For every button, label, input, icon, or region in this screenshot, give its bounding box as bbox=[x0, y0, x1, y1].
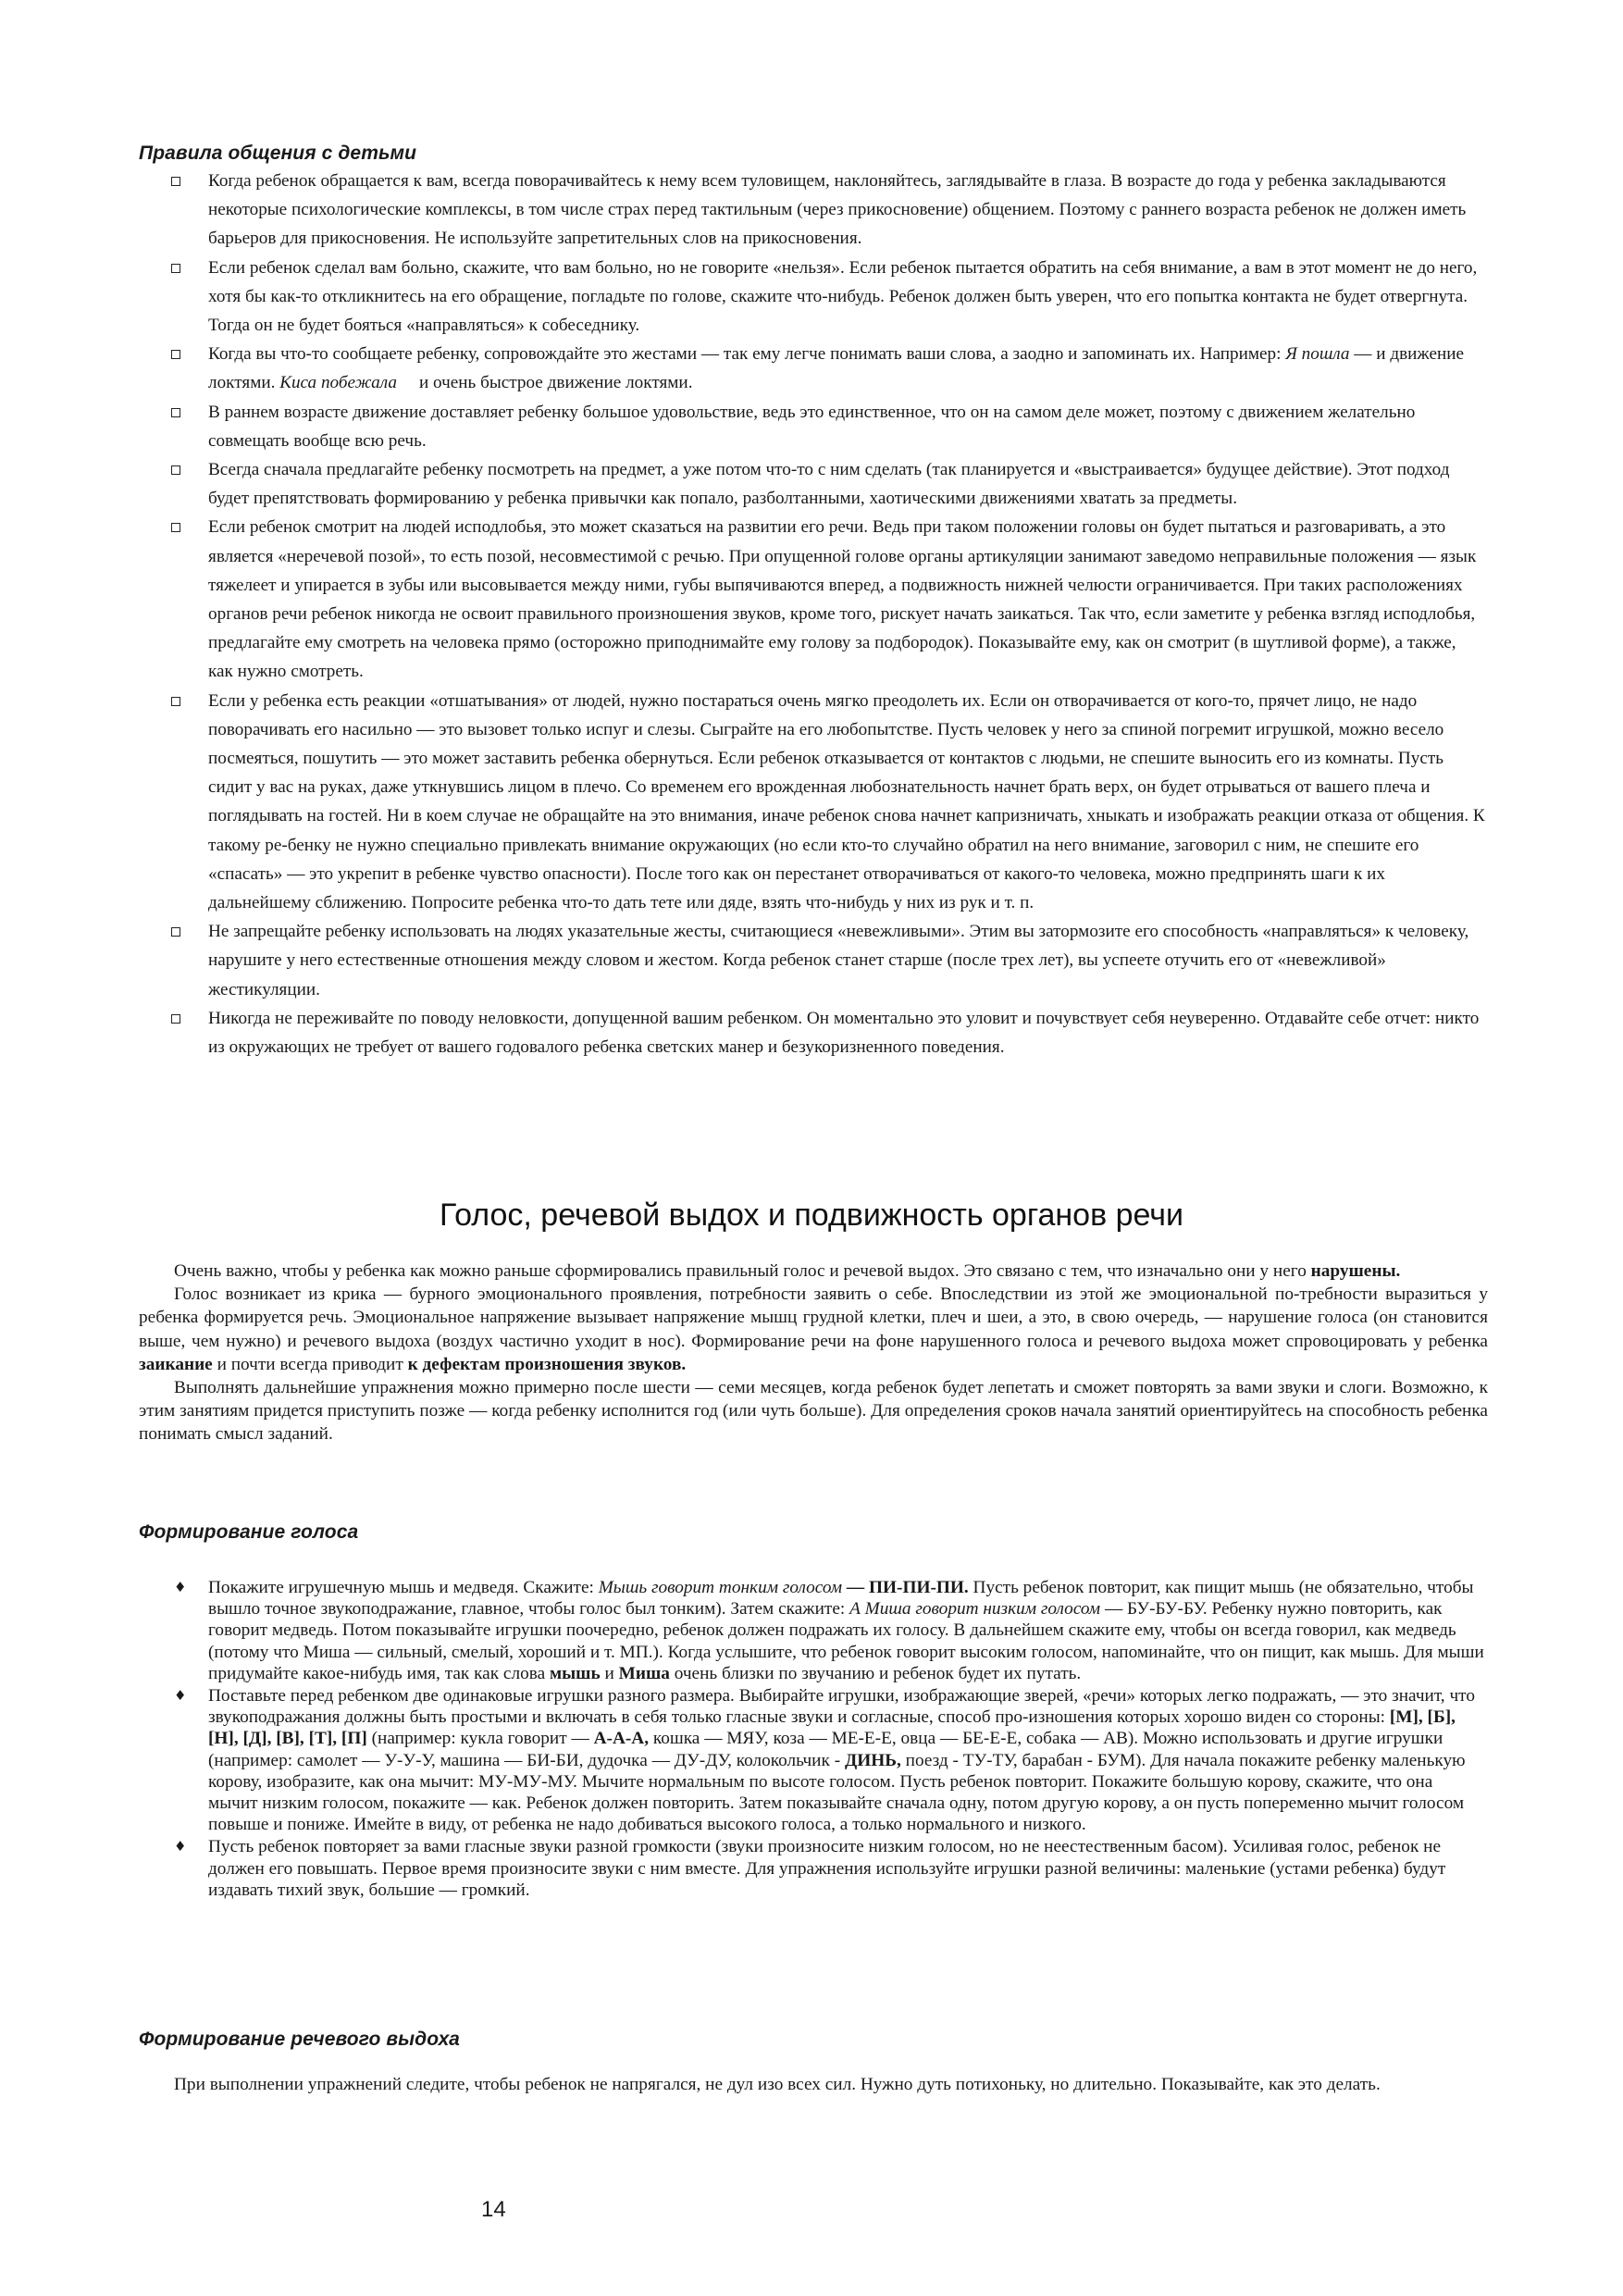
square-bullet-icon bbox=[171, 927, 180, 937]
square-bullet-icon bbox=[171, 264, 180, 273]
list-item: Если ребенок сделал вам больно, скажите, что вам больно, но не говорите «нельзя». Если ребенок пытается обратить на себя внимание, а вам в этот момент не до него, хотя бы как-то откликнитесь на его обращение, погладьте по голове, скажите что-нибудь. Ребенок должен быть уверен, что его попытка контакта не будет отвергнута. Тогда он не будет бояться «направляться» к собеседнику. bbox=[171, 254, 1485, 341]
square-bullet-icon bbox=[171, 1014, 180, 1024]
intro-paragraph: Голос возникает из крика — бурного эмоционального проявления, потребности заявить о себе. Впоследствии из этой же эмоциональной по-требности выразиться у ребенка формируется речь. Эмоциональное напряжение вызывает напряжение мышц грудной клетки, плеч и шеи, а это, в свою очередь, — нарушение голоса (он становится выше, чем нужно) и речевого выдоха (воздух частично уходит в нос). Формирование речи на фоне нарушенного голоса и речевого выдоха может спровоцировать у ребенка заикание и почти всегда приводит к дефектам произношения звуков. bbox=[139, 1285, 1488, 1374]
section-title: Голос, речевой выдох и подвижность органов речи bbox=[439, 1198, 1183, 1233]
list-item: Когда вы что-то сообщаете ребенку, сопровождайте это жестами — так ему легче понимать ваши слова, а заодно и запоминать их. Например: Я пошла — и движение локтями. Киса побежала и очень быстрое движение локтями. bbox=[171, 340, 1485, 397]
heading-voice-formation: Формирование голоса bbox=[139, 1521, 359, 1543]
square-bullet-icon bbox=[171, 465, 180, 475]
heading-speech-exhale: Формирование речевого выдоха bbox=[139, 2029, 460, 2050]
intro-paragraph: Очень важно, чтобы у ребенка как можно раньше сформировались правильный голос и речевой выдох. Это связано с тем, что изначально они у него нарушены. bbox=[174, 1261, 1401, 1281]
heading-communication-rules: Правила общения с детьми bbox=[139, 143, 417, 164]
list-item: Не запрещайте ребенку использовать на людях указательные жесты, считающиеся «невежливыми». Этим вы затормозите его способность «направляться» к человеку, нарушите у него естественные отношения между словом и жестом. Когда ребенок станет старше (после трех лет), вы успеете отучить его от «невежливой» жестикуляции. bbox=[171, 917, 1485, 1004]
list-item: Никогда не переживайте по поводу неловкости, допущенной вашим ребенком. Он моментально это уловит и почувствует себя неуверенно. Отдавайте себе отчет: никто из окружающих не требует от вашего годовалого ребенка светских манер и безукоризненного поведения. bbox=[171, 1004, 1485, 1061]
list-item: Если у ребенка есть реакции «отшатывания» от людей, нужно постараться очень мягко преодолеть их. Если он отворачивается от кого-то, прячет лицо, не надо поворачивать его насильно — это вызовет только испуг и слезы. Сыграйте на его любопытстве. Пусть человек у него за спиной погремит игрушкой, можно весело посмеяться, пошутить — это может заставить ребенка обернуться. Если ребенок отказывается от контактов с людьми, не спешите выносить его из комнаты. Пусть сидит у вас на руках, даже уткнувшись лицом в плечо. Со временем его врожденная любознательность начнет брать верх, он будет отрываться от вашего плеча и поглядывать на гостей. Ни в коем случае не обращайте на это внимания, иначе ребенок снова начнет капризничать, хныкать и изображать реакции отказа от общения. К такому ре-бенку не нужно специально привлекать внимание окружающих (но если кто-то случайно обратил на него внимание, заговорил с ним, не спешите его «спасать» — это укрепит в ребенке чувство опасности). После того как он перестанет отворачиваться от какого-то человека, можно предпринять шаги к их дальнейшему сближению. Попросите ребенка что-то дать тете или дяде, взять что-нибудь у них из рук и т. п. bbox=[171, 687, 1485, 918]
list-item: Всегда сначала предлагайте ребенку посмотреть на предмет, а уже потом что-то с ним сделать (так планируется и «выстраивается» будущее действие). Этот подход будет препятствовать формированию у ребенка привычки как попало, разболтанными, хаотическими движениями хватать за предметы. bbox=[171, 455, 1485, 513]
diamond-bullet-icon: ♦ bbox=[174, 1579, 187, 1595]
rules-list bbox=[171, 167, 1485, 1061]
square-bullet-icon bbox=[171, 177, 180, 186]
voice-exercises-list bbox=[174, 1577, 1486, 1902]
breath-paragraph: При выполнении упражнений следите, чтобы ребенок не напрягался, не дул изо всех сил. Нужно дуть потихоньку, но длительно. Показывайте, как это делать. bbox=[174, 2075, 1381, 2094]
diamond-bullet-icon: ♦ bbox=[174, 1838, 187, 1855]
intro-paragraphs bbox=[139, 1260, 1488, 1446]
intro-paragraph: Выполнять дальнейшие упражнения можно примерно после шести — семи месяцев, когда ребенок будет лепетать и сможет повторять за вами звуки и слоги. Возможно, к этим занятиям придется приступить позже — когда ребенку исполнится год (или чуть больше). Для определения сроков начала занятий ориентируйтесь на способность ребенка понимать смысл заданий. bbox=[139, 1378, 1488, 1445]
square-bullet-icon bbox=[171, 350, 180, 359]
list-item: Если ребенок смотрит на людей исподлобья, это может сказаться на развитии его речи. Ведь при таком положении головы он будет пытаться и разговаривать, а это является «неречевой позой», то есть позой, несовместимой с речью. При опущенной голове органы артикуляции занимают заведомо неправильные положения — язык тяжелеет и упирается в зубы или высовывается между ними, губы выпячиваются вперед, а подвижность нижней челюсти ограничивается. При таких расположениях органов речи ребенок никогда не освоит правильного произношения звуков, кроме того, рискует начать заикаться. Так что, если заметите у ребенка взгляд исподлобья, предлагайте ему смотреть на человека прямо (осторожно приподнимайте ему голову за подбородок). Показывайте ему, как он смотрит (в шутливой форме), а также, как нужно смотреть. bbox=[171, 513, 1485, 686]
diamond-bullet-icon: ♦ bbox=[174, 1687, 187, 1705]
square-bullet-icon bbox=[171, 523, 180, 532]
list-item: Когда ребенок обращается к вам, всегда поворачивайтесь к нему всем туловищем, наклоняйтесь, заглядывайте в глаза. В возрасте до года у ребенка закладываются некоторые психологические комплексы, в том числе страх перед тактильным (через прикосновение) общением. Поэтому с раннего возраста ребенок не должен иметь барьеров для прикосновения. Не используйте запретительных слов на прикосновения. bbox=[171, 167, 1485, 254]
list-item: ♦ Поставьте перед ребенком две одинаковые игрушки разного размера. Выбирайте игрушки, изображающие зверей, «речи» которых легко подражать, — это значит, что звукоподражания должны быть простыми и включать в себя только гласные звуки и согласные, способ про-изношения которых хорошо виден со стороны: [М], [Б], [Н], [Д], [В], [Т], [П] (например: кукла говорит — А-А-А, кошка — МЯУ, коза — МЕ-Е-Е, овца — БЕ-Е-Е, собака — АВ). Можно использовать и другие игрушки (например: самолет — У-У-У, машина — БИ-БИ, дудочка — ДУ-ДУ, колокольчик - ДИНЬ, поезд - ТУ-ТУ, барабан - БУМ). Для начала покажите ребенку маленькую корову, изобразите, как она мычит: МУ-МУ-МУ. Мычите нормальным по высоте голосом. Пусть ребенок повторит. Покажите большую корову, скажите, что она мычит низким голосом, покажите — как. Ребенок должен повторить. Затем показывайте сначала одну, потом другую корову, а он пусть попеременно мычит голосом повыше и пониже. Имейте в виду, от ребенка не надо добиваться высокого голоса, а только нормального и низкого. bbox=[174, 1686, 1475, 1835]
list-item: ♦ Покажите игрушечную мышь и медведя. Скажите: Мышь говорит тонким голосом — ПИ-ПИ-ПИ. Пусть ребенок повторит, как пищит мышь (не обязательно, чтобы вышло точное звукоподражание, главное, чтобы голос был тонким). Затем скажите: А Миша говорит низким голосом — БУ-БУ-БУ. Ребенку нужно повторить, как говорит медведь. Потом показывайте игрушки поочередно, ребенок должен подражать их голосу. В дальнейшем скажите ему, чтобы он всегда говорил, как медведь (потому что Миша — сильный, смелый, хороший и т. МП.). Когда услышите, что ребенок говорит высоким голосом, напоминайте, что он пищит, как мышь. Для мыши придумайте какое-нибудь имя, так как слова мышь и Миша очень близки по звучанию и ребенок будет их путать. bbox=[174, 1578, 1484, 1683]
square-bullet-icon bbox=[171, 697, 180, 706]
list-item: ♦ Пусть ребенок повторяет за вами гласные звуки разной громкости (звуки произносите низким голосом, но не неестественным басом). Усиливая голос, ребенок не должен его повышать. Первое время произносите звуки с ним вместе. Для упражнения используйте игрушки разной величины: маленькие (устами ребенка) будут издавать тихий звук, большие — громкий. bbox=[174, 1837, 1446, 1900]
page-number: 14 bbox=[481, 2197, 506, 2222]
square-bullet-icon bbox=[171, 408, 180, 417]
list-item: В раннем возрасте движение доставляет ребенку большое удовольствие, ведь это единственное, что он на самом деле может, поэтому с движением желательно совмещать вообще всю речь. bbox=[171, 398, 1485, 455]
